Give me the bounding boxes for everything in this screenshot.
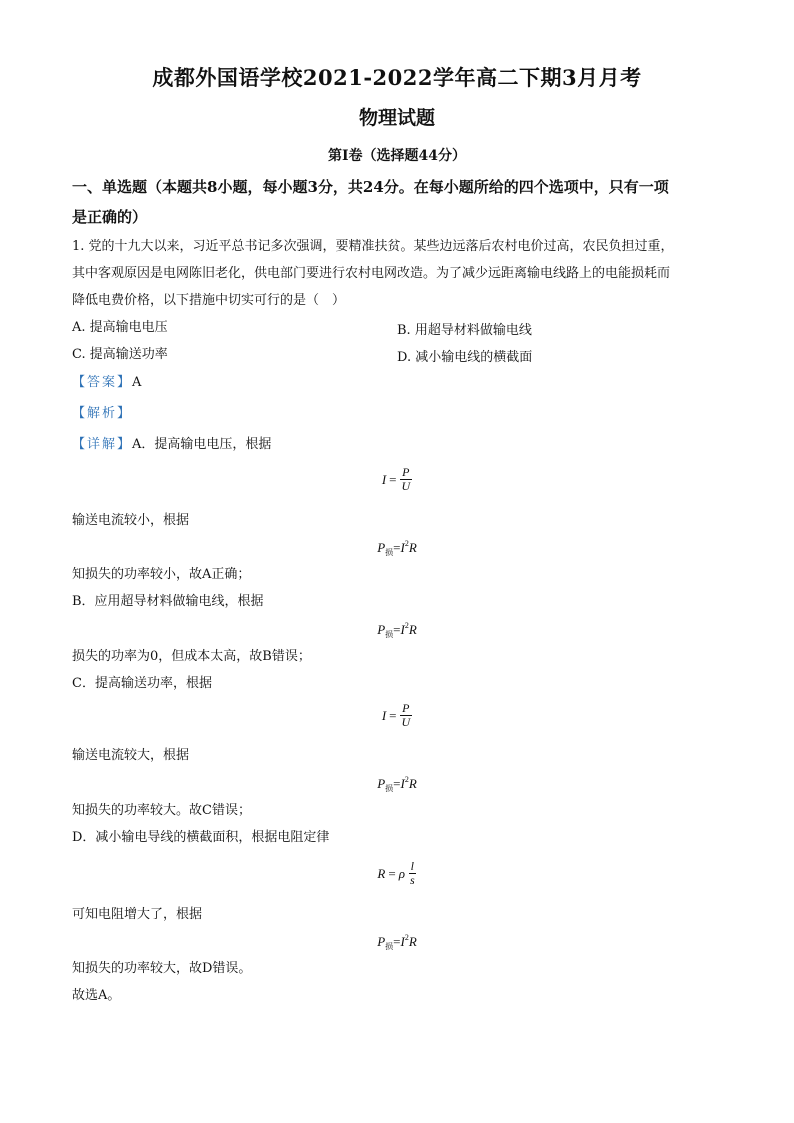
formula-loss-sub: 损 — [385, 784, 394, 793]
formula-loss-p: P — [377, 776, 386, 791]
detail-line — [72, 436, 271, 454]
fraction — [400, 702, 413, 729]
formula-loss-p: P — [377, 622, 386, 637]
exam-title: 成都外国语学校2021-2022学年高二下期3月月考 — [152, 65, 642, 90]
formula-resistance-lhs: R — [377, 865, 386, 881]
formula-loss-r: R — [408, 540, 417, 555]
formula-loss-eq: = — [393, 776, 401, 791]
question-stem-line1: 1. 党的十九大以来，习近平总书记多次强调，要精准扶贫。某些边远落后农村电价过高，农民负担过重， — [72, 239, 674, 254]
formula-loss-eq: = — [393, 540, 401, 555]
step-9: 可知电阻增大了，根据 — [72, 907, 203, 922]
question-stem-line3: 降低电费价格，以下措施中切实可行的是（ ） — [72, 293, 346, 308]
formula-loss-exp: 2 — [404, 775, 409, 784]
formula-loss-sub: 损 — [385, 548, 394, 557]
formula-current-eq: = — [389, 471, 397, 487]
step-4: 损失的功率为0，但成本太高，故B错误； — [72, 649, 311, 664]
step-1: 输送电流较小，根据 — [72, 513, 190, 528]
step-2: 知损失的功率较小，故A正确； — [72, 567, 251, 582]
formula-resistance-eq: = — [388, 865, 396, 881]
formula-loss-r: R — [408, 934, 417, 949]
option-c: C. 提高输送功率 — [72, 347, 168, 362]
exam-subject: 物理试题 — [358, 107, 435, 129]
formula-loss-exp: 2 — [404, 539, 409, 548]
fraction-numerator: l — [410, 859, 414, 873]
step-11: 故选A。 — [72, 988, 121, 1003]
formula-loss-p: P — [377, 934, 386, 949]
step-5: C．提高输送功率，根据 — [72, 676, 212, 691]
formula-loss-p: P — [377, 540, 386, 555]
formula-loss-eq: = — [393, 622, 401, 637]
formula-loss-2 — [0, 621, 794, 640]
fraction-denominator: U — [401, 479, 411, 493]
step-6: 输送电流较大，根据 — [72, 748, 190, 763]
formula-current-2 — [0, 702, 794, 729]
step-3: B．应用超导材料做输电线，根据 — [72, 594, 264, 609]
formula-loss-eq: = — [393, 934, 401, 949]
fraction-denominator: s — [409, 873, 415, 887]
question-stem-line2: 其中客观原因是电网陈旧老化，供电部门要进行农村电网改造。为了减少远距离输电线路上的电能损耗而 — [72, 266, 671, 281]
formula-current-lhs: I — [381, 707, 387, 723]
formula-loss-3 — [0, 775, 794, 794]
formula-current-lhs: I — [381, 471, 387, 487]
step-10: 知损失的功率较大，故D错误。 — [72, 961, 252, 976]
formula-current-1 — [0, 466, 794, 493]
formula-loss-r: R — [408, 622, 417, 637]
detail-tag: 【详解】 — [72, 437, 133, 452]
step-8: D．减小输电导线的横截面积，根据电阻定律 — [72, 830, 330, 845]
analysis-line — [72, 405, 132, 423]
formula-loss-4 — [0, 933, 794, 952]
option-a: A. 提高输电电压 — [72, 320, 168, 335]
formula-resistance-rho: ρ — [398, 865, 405, 881]
detail-intro: A．提高输电电压，根据 — [132, 437, 272, 452]
fraction — [400, 466, 413, 493]
formula-loss-exp: 2 — [404, 621, 409, 630]
formula-loss-i: I — [400, 540, 405, 555]
fraction-numerator: P — [402, 701, 410, 715]
answer-value: A — [132, 375, 142, 390]
section-heading-line1: 一、单选题（本题共8小题，每小题3分，共24分。在每小题所给的四个选项中，只有一项 — [72, 178, 669, 196]
formula-loss-1 — [0, 539, 794, 558]
formula-loss-exp: 2 — [404, 933, 409, 942]
fraction — [408, 860, 417, 887]
formula-loss-sub: 损 — [385, 630, 394, 639]
step-7: 知损失的功率较大。故C错误； — [72, 803, 251, 818]
formula-loss-r: R — [408, 776, 417, 791]
fraction-denominator: U — [401, 715, 411, 729]
analysis-tag: 【解析】 — [72, 406, 133, 421]
formula-resistance — [0, 860, 794, 887]
formula-loss-i: I — [400, 622, 405, 637]
volume-heading: 第I卷（选择题44分） — [327, 148, 467, 164]
fraction-numerator: P — [402, 465, 410, 479]
formula-loss-i: I — [400, 934, 405, 949]
answer-tag: 【答案】 — [72, 375, 133, 390]
formula-loss-sub: 损 — [385, 942, 394, 951]
answer-line — [72, 374, 141, 392]
formula-loss-i: I — [400, 776, 405, 791]
option-b: B. 用超导材料做输电线 — [397, 323, 532, 338]
section-heading-line2: 是正确的） — [72, 208, 148, 226]
formula-current-eq: = — [389, 707, 397, 723]
option-d: D. 减小输电线的横截面 — [397, 350, 533, 365]
